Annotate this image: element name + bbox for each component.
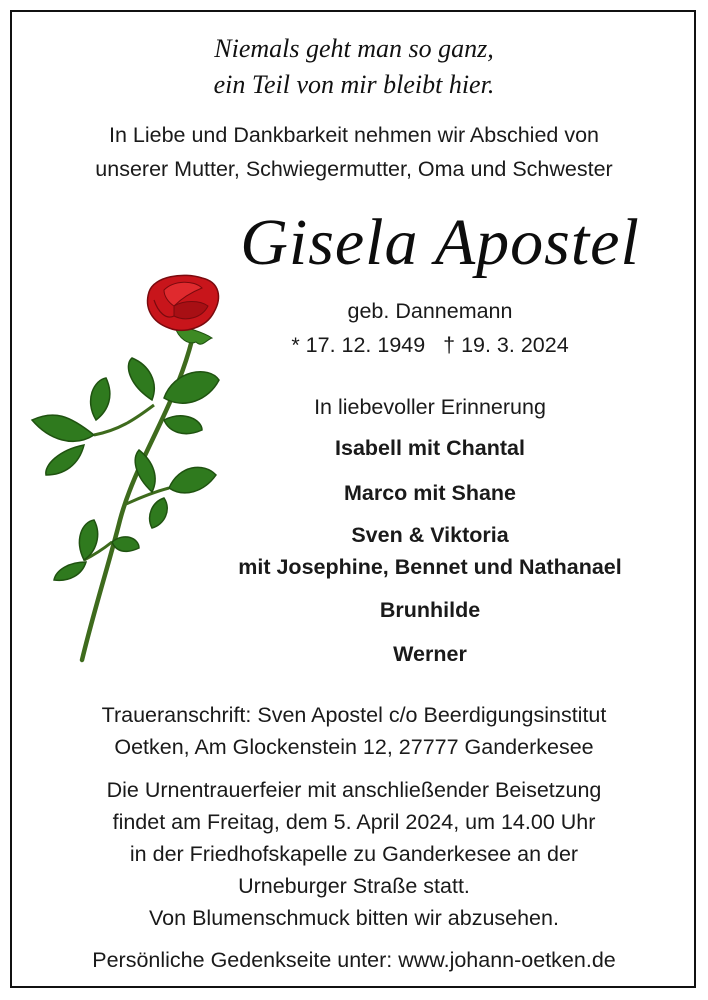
rose-leaf bbox=[164, 416, 202, 434]
rose-leaf bbox=[150, 498, 168, 528]
intro-line-2: unserer Mutter, Schwiegermutter, Oma und Schwester bbox=[95, 157, 613, 181]
rose-leaf bbox=[32, 415, 94, 441]
rose-leaf bbox=[54, 562, 86, 580]
address-line-1: Traueranschrift: Sven Apostel c/o Beerdigungsinstitut bbox=[101, 703, 607, 727]
rose-leaf bbox=[91, 378, 110, 420]
address-line-2: Oetken, Am Glockenstein 12, 27777 Ganderkesee bbox=[114, 735, 594, 759]
mourner-name: mit Josephine, Bennet und Nathanael bbox=[238, 555, 622, 579]
mourner-name: Brunhilde bbox=[379, 598, 481, 622]
ceremony-line-2: findet am Freitag, dem 5. April 2024, um 14.00 Uhr bbox=[112, 810, 596, 834]
rose-leaf bbox=[135, 450, 155, 492]
ceremony-line-5: Von Blumenschmuck bitten wir abzusehen. bbox=[149, 906, 559, 930]
mourner-name: Sven & Viktoria bbox=[351, 523, 509, 547]
rose-leaf bbox=[169, 467, 216, 493]
mourner-name: Werner bbox=[393, 642, 467, 666]
rose-icon bbox=[24, 270, 234, 670]
rose-leaf bbox=[112, 537, 139, 552]
mourner-name: Marco mit Shane bbox=[343, 481, 517, 505]
rose-leaf bbox=[46, 445, 84, 475]
rose-leaf bbox=[128, 358, 154, 400]
motto-line-1: Niemals geht man so ganz, bbox=[214, 34, 494, 63]
memorial-page-link[interactable]: Persönliche Gedenkseite unter: www.johann-oetken.de bbox=[92, 948, 616, 972]
mourners-heading: In liebevoller Erinnerung bbox=[314, 395, 546, 419]
death-date: † 19. 3. 2024 bbox=[443, 333, 569, 357]
maiden-name: geb. Dannemann bbox=[347, 299, 513, 323]
motto-line-2: ein Teil von mir bleibt hier. bbox=[213, 70, 495, 99]
deceased-name: Gisela Apostel bbox=[240, 206, 640, 279]
birth-date: * 17. 12. 1949 bbox=[291, 333, 426, 357]
intro-line-1: In Liebe und Dankbarkeit nehmen wir Abschied von bbox=[108, 123, 600, 147]
rose-leaf bbox=[164, 372, 219, 403]
ceremony-line-1: Die Urnentrauerfeier mit anschließender Beisetzung bbox=[106, 778, 602, 802]
ceremony-line-3: in der Friedhofskapelle zu Ganderkesee an der bbox=[129, 842, 579, 866]
life-dates bbox=[220, 331, 640, 359]
mourner-name: Isabell mit Chantal bbox=[335, 436, 525, 460]
ceremony-line-4: Urneburger Straße statt. bbox=[238, 874, 470, 898]
